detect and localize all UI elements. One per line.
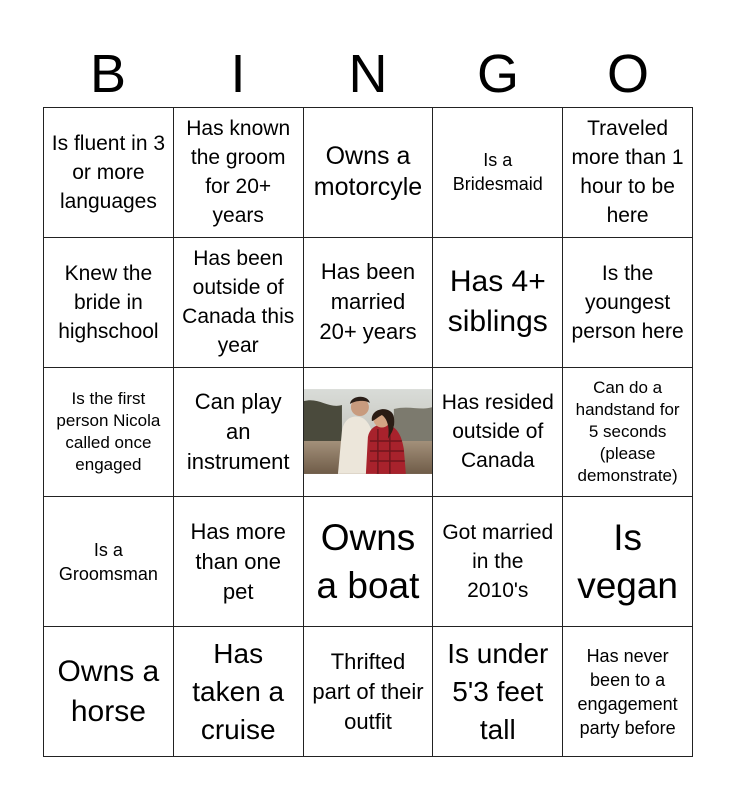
cell-text: Has taken a cruise bbox=[192, 637, 285, 745]
bingo-cell[interactable] bbox=[563, 108, 693, 238]
cell-text: Has resided outside of Canada bbox=[441, 391, 554, 473]
bingo-cell[interactable] bbox=[563, 497, 693, 627]
cell-text: Has never been to a engagement party before bbox=[577, 645, 678, 738]
cell-text: Got married in the 2010's bbox=[442, 521, 554, 603]
bingo-card-grid bbox=[43, 107, 693, 757]
header-letter-i: I bbox=[230, 44, 246, 104]
header-letter-n: N bbox=[348, 44, 388, 104]
bingo-header bbox=[43, 40, 693, 108]
bingo-cell[interactable] bbox=[563, 368, 693, 498]
header-letter-b: B bbox=[89, 44, 127, 104]
cell-text: Can play an instrument bbox=[186, 388, 290, 474]
couple-photo bbox=[304, 389, 433, 474]
cell-text: Has more than one pet bbox=[190, 518, 286, 604]
bingo-cell[interactable] bbox=[174, 497, 304, 627]
bingo-cell[interactable] bbox=[44, 238, 174, 368]
header-letter-g: G bbox=[476, 44, 519, 104]
bingo-cell[interactable] bbox=[433, 497, 563, 627]
bingo-cell[interactable] bbox=[174, 108, 304, 238]
bingo-cell[interactable] bbox=[304, 627, 434, 757]
cell-text: Traveled more than 1 hour to be here bbox=[571, 117, 684, 228]
cell-text: Thrifted part of their outfit bbox=[312, 648, 424, 734]
bingo-cell[interactable] bbox=[563, 627, 693, 757]
cell-text: Has been married 20+ years bbox=[319, 259, 417, 345]
cell-text: Owns a boat bbox=[316, 516, 420, 606]
bingo-cell[interactable] bbox=[304, 497, 434, 627]
cell-text: Is the first person Nicola called once engaged bbox=[56, 388, 161, 474]
bingo-cell[interactable] bbox=[433, 238, 563, 368]
bingo-cell[interactable] bbox=[304, 238, 434, 368]
cell-text: Has been outside of Canada this year bbox=[182, 247, 295, 358]
bingo-cell[interactable] bbox=[433, 627, 563, 757]
cell-text: Owns a horse bbox=[57, 654, 160, 728]
cell-text: Is a Bridesmaid bbox=[452, 150, 543, 195]
cell-text: Knew the bride in highschool bbox=[58, 261, 159, 343]
cell-text: Is the youngest person here bbox=[571, 261, 684, 343]
cell-text: Has 4+ siblings bbox=[447, 265, 548, 339]
cell-text: Is vegan bbox=[577, 516, 678, 606]
cell-text: Owns a motorcyle bbox=[313, 142, 423, 202]
bingo-cell[interactable] bbox=[174, 627, 304, 757]
bingo-cell[interactable] bbox=[174, 368, 304, 498]
bingo-cell[interactable] bbox=[433, 108, 563, 238]
bingo-cell[interactable] bbox=[304, 108, 434, 238]
cell-text: Is fluent in 3 or more languages bbox=[51, 131, 166, 213]
bingo-cell[interactable] bbox=[44, 497, 174, 627]
cell-text: Can do a handstand for 5 seconds (please demonstrate) bbox=[575, 377, 680, 485]
cell-text: Has known the groom for 20+ years bbox=[186, 117, 291, 228]
bingo-cell[interactable] bbox=[44, 108, 174, 238]
bingo-cell[interactable] bbox=[44, 627, 174, 757]
bingo-cell[interactable] bbox=[174, 238, 304, 368]
bingo-cell[interactable] bbox=[563, 238, 693, 368]
header-letter-o: O bbox=[606, 44, 649, 104]
bingo-cell[interactable] bbox=[433, 368, 563, 498]
cell-text: Is a Groomsman bbox=[58, 539, 158, 584]
cell-text: Is under 5'3 feet tall bbox=[447, 637, 549, 745]
free-space-photo-cell[interactable] bbox=[304, 368, 434, 498]
bingo-cell[interactable] bbox=[44, 368, 174, 498]
